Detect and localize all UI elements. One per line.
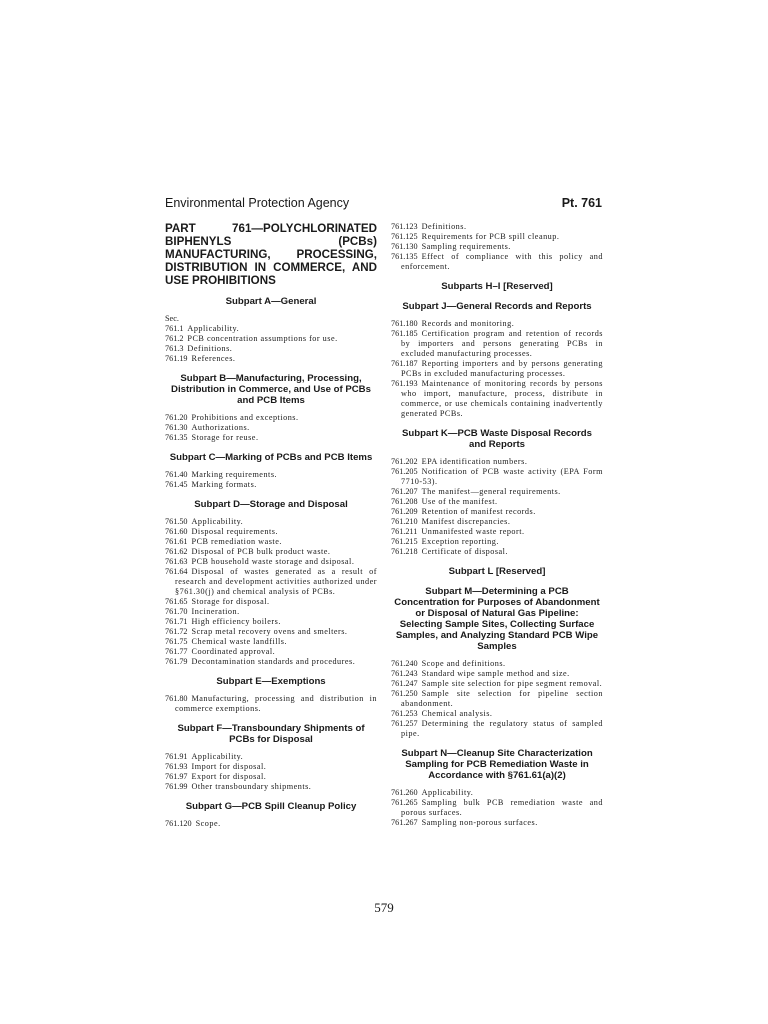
section-number: 761.205	[391, 467, 418, 476]
section-number: 761.211	[391, 527, 418, 536]
section-entry	[165, 547, 377, 557]
section-number: 761.240	[391, 659, 418, 668]
section-entry	[165, 762, 377, 772]
section-entry	[165, 557, 377, 567]
section-entry	[165, 752, 377, 762]
section-title: Determining the regulatory status of sampled pipe.	[401, 719, 603, 738]
section-title: EPA identification numbers.	[421, 457, 528, 466]
section-title: Storage for reuse.	[191, 433, 259, 442]
section-title: Reporting importers and by persons generating PCBs in excluded manufacturing processes.	[401, 359, 603, 378]
page-number: 579	[374, 900, 394, 915]
section-entry	[165, 657, 377, 667]
section-number: 761.60	[165, 527, 188, 536]
section-title: High efficiency boilers.	[191, 617, 281, 626]
section-entry	[391, 537, 603, 547]
section-title: Sample site selection for pipeline section abandonment.	[401, 689, 603, 708]
section-title: Applicability.	[191, 517, 244, 526]
section-entry	[391, 679, 603, 689]
section-title: Certificate of disposal.	[421, 547, 508, 556]
section-title: PCB household waste storage and dsiposal.	[191, 557, 355, 566]
section-number: 761.120	[165, 819, 192, 828]
section-title: Decontamination standards and procedures.	[191, 657, 356, 666]
section-number: 761.209	[391, 507, 418, 516]
section-entry	[165, 423, 377, 433]
section-title: Sampling bulk PCB remediation waste and porous surfaces.	[401, 798, 603, 817]
section-entry	[391, 547, 603, 557]
section-title: The manifest—general requirements.	[421, 487, 561, 496]
section-number: 761.193	[391, 379, 418, 388]
section-title: Applicability.	[191, 752, 244, 761]
sec-label: Sec.	[165, 314, 179, 323]
section-title: Sampling non-porous surfaces.	[421, 818, 538, 827]
section-number: 761.218	[391, 547, 418, 556]
subpart-heading: Subpart E—Exemptions	[216, 676, 326, 687]
section-entry	[165, 637, 377, 647]
section-entry	[165, 413, 377, 423]
section-title: Manufacturing, processing and distribution in commerce exemptions.	[175, 694, 377, 713]
section-title: Disposal of wastes generated as a result of research and development activities authorized under §761.30(j) and chemical analysis of PCBs.	[175, 567, 377, 596]
section-number: 761.187	[391, 359, 418, 368]
subpart-heading: Subpart N—Cleanup Site Characterization Sampling for PCB Remediation Waste in Accordance with §761.61(a)(2)	[401, 748, 593, 781]
subpart-heading: Subpart M—Determining a PCB Concentration for Purposes of Abandonment or Disposal of Natural Gas Pipeline: Selecting Sample Sites, Collecting Surface Samples, and Analyzing Standard PCB Wipe Samples	[394, 586, 600, 652]
section-number: 761.61	[165, 537, 188, 546]
section-number: 761.210	[391, 517, 418, 526]
section-number: 761.208	[391, 497, 418, 506]
section-entry	[165, 480, 377, 490]
section-title: Effect of compliance with this policy and enforcement.	[401, 252, 603, 271]
section-entry	[165, 354, 377, 364]
section-entry	[391, 457, 603, 467]
section-entry	[391, 252, 603, 272]
section-title: Definitions.	[421, 222, 467, 231]
section-number: 761.62	[165, 547, 188, 556]
section-number: 761.45	[165, 480, 188, 489]
section-entry	[165, 597, 377, 607]
section-number: 761.243	[391, 669, 418, 678]
section-number: 761.72	[165, 627, 188, 636]
section-title: Export for disposal.	[191, 772, 267, 781]
section-entry	[165, 517, 377, 527]
section-number: 761.3	[165, 344, 184, 353]
section-number: 761.75	[165, 637, 188, 646]
section-title: Scope and definitions.	[421, 659, 506, 668]
section-number: 761.2	[165, 334, 184, 343]
section-title: Applicability.	[187, 324, 240, 333]
section-number: 761.267	[391, 818, 418, 827]
section-title: References.	[191, 354, 236, 363]
section-title: Prohibitions and exceptions.	[191, 413, 299, 422]
section-entry	[165, 433, 377, 443]
section-title: Unmanifested waste report.	[421, 527, 525, 536]
section-entry	[391, 798, 603, 818]
section-entry	[165, 607, 377, 617]
section-title: Chemical analysis.	[421, 709, 493, 718]
section-entry	[165, 324, 377, 334]
section-number: 761.70	[165, 607, 188, 616]
section-number: 761.265	[391, 798, 418, 807]
section-number: 761.130	[391, 242, 418, 251]
section-title: Authorizations.	[191, 423, 250, 432]
section-number: 761.19	[165, 354, 188, 363]
right-column	[391, 222, 603, 828]
section-entry	[165, 782, 377, 792]
section-title: Requirements for PCB spill cleanup.	[421, 232, 560, 241]
left-column	[165, 222, 377, 829]
section-entry	[391, 467, 603, 487]
section-number: 761.253	[391, 709, 418, 718]
section-title: Scrap metal recovery ovens and smelters.	[191, 627, 348, 636]
section-entry	[391, 818, 603, 828]
section-title: Retention of manifest records.	[421, 507, 536, 516]
section-number: 761.123	[391, 222, 418, 231]
section-entry	[165, 537, 377, 547]
subpart-heading: Subpart G—PCB Spill Cleanup Policy	[185, 801, 357, 812]
section-title: Import for disposal.	[191, 762, 267, 771]
section-number: 761.97	[165, 772, 188, 781]
section-number: 761.207	[391, 487, 418, 496]
section-number: 761.50	[165, 517, 188, 526]
section-entry	[391, 242, 603, 252]
section-entry	[165, 627, 377, 637]
section-entry	[391, 659, 603, 669]
section-title: PCB concentration assumptions for use.	[187, 334, 338, 343]
section-entry	[391, 788, 603, 798]
section-number: 761.247	[391, 679, 418, 688]
section-title: PCB remediation waste.	[191, 537, 282, 546]
section-entry	[165, 647, 377, 657]
section-title: Coordinated approval.	[191, 647, 276, 656]
section-title: Disposal requirements.	[191, 527, 279, 536]
section-entry	[391, 507, 603, 517]
section-entry	[165, 617, 377, 627]
section-entry	[165, 819, 377, 829]
section-entry	[165, 694, 377, 714]
subpart-heading: Subpart K—PCB Waste Disposal Records and Reports	[402, 428, 592, 450]
section-entry	[165, 334, 377, 344]
section-number: 761.215	[391, 537, 418, 546]
section-title: Applicability.	[421, 788, 474, 797]
section-entry	[165, 527, 377, 537]
subpart-heading: Subpart A—General	[225, 296, 317, 307]
section-entry	[391, 669, 603, 679]
section-entry	[391, 709, 603, 719]
section-title: Marking requirements.	[191, 470, 278, 479]
section-title: Use of the manifest.	[421, 497, 498, 506]
section-number: 761.99	[165, 782, 188, 791]
section-number: 761.250	[391, 689, 418, 698]
subpart-heading: Subparts H–I [Reserved]	[441, 281, 553, 292]
section-number: 761.202	[391, 457, 418, 466]
section-number: 761.35	[165, 433, 188, 442]
section-number: 761.91	[165, 752, 188, 761]
section-title: Incineration.	[191, 607, 240, 616]
subpart-heading: Subpart L [Reserved]	[448, 566, 546, 577]
section-number: 761.125	[391, 232, 418, 241]
section-entry	[391, 527, 603, 537]
section-title: Notification of PCB waste activity (EPA Form 7710-53).	[401, 467, 603, 486]
section-entry	[391, 329, 603, 359]
section-number: 761.185	[391, 329, 418, 338]
section-entry	[391, 517, 603, 527]
subpart-heading: Subpart D—Storage and Disposal	[194, 499, 348, 510]
section-title: Maintenance of monitoring records by persons who import, manufacture, process, distribute in commerce, or use chemicals containing inadvertently generated PCBs.	[401, 379, 603, 418]
section-title: Marking formats.	[191, 480, 257, 489]
section-title: Disposal of PCB bulk product waste.	[191, 547, 331, 556]
section-entry	[391, 319, 603, 329]
section-number: 761.93	[165, 762, 188, 771]
section-entry	[165, 567, 377, 597]
running-header-part: Pt. 761	[561, 196, 602, 210]
section-number: 761.63	[165, 557, 188, 566]
section-number: 761.79	[165, 657, 188, 666]
section-title: Definitions.	[187, 344, 233, 353]
section-title: Standard wipe sample method and size.	[421, 669, 570, 678]
section-number: 761.135	[391, 252, 418, 261]
section-number: 761.1	[165, 324, 184, 333]
section-number: 761.20	[165, 413, 188, 422]
section-number: 761.40	[165, 470, 188, 479]
running-header-agency: Environmental Protection Agency	[165, 196, 350, 210]
section-number: 761.80	[165, 694, 188, 703]
section-entry	[391, 689, 603, 709]
section-title: Exception reporting.	[421, 537, 499, 546]
subpart-heading: Subpart F—Transboundary Shipments of PCBs for Disposal	[177, 723, 365, 745]
section-title: Records and monitoring.	[421, 319, 515, 328]
section-entry	[165, 344, 377, 354]
section-entry	[391, 487, 603, 497]
section-title: Other transboundary shipments.	[191, 782, 312, 791]
section-title: Certification program and retention of records by importers and persons generating PCBs in excluded manufacturing processes.	[401, 329, 603, 358]
section-entry	[391, 232, 603, 242]
section-title: Scope.	[195, 819, 221, 828]
part-title: PART 761—POLYCHLORINATED BIPHENYLS (PCBs) MANUFACTURING, PROCESSING, DISTRIBUTION IN COMMERCE, AND USE PROHIBITIONS	[165, 222, 377, 287]
section-number: 761.180	[391, 319, 418, 328]
section-number: 761.77	[165, 647, 188, 656]
section-title: Sample site selection for pipe segment removal.	[421, 679, 603, 688]
section-title: Manifest discrepancies.	[421, 517, 511, 526]
section-number: 761.260	[391, 788, 418, 797]
section-entry	[391, 359, 603, 379]
section-entry	[165, 470, 377, 480]
section-number: 761.30	[165, 423, 188, 432]
section-number: 761.65	[165, 597, 188, 606]
section-entry	[165, 772, 377, 782]
section-title: Sampling requirements.	[421, 242, 511, 251]
section-entry	[391, 379, 603, 419]
section-entry	[391, 497, 603, 507]
section-entry	[391, 719, 603, 739]
section-entry	[391, 222, 603, 232]
section-title: Storage for disposal.	[191, 597, 270, 606]
subpart-heading: Subpart C—Marking of PCBs and PCB Items	[169, 452, 373, 463]
subpart-heading: Subpart B—Manufacturing, Processing, Distribution in Commerce, and Use of PCBs and PCB Items	[171, 373, 371, 406]
section-number: 761.257	[391, 719, 418, 728]
section-number: 761.64	[165, 567, 188, 576]
section-title: Chemical waste landfills.	[191, 637, 288, 646]
section-number: 761.71	[165, 617, 188, 626]
subpart-heading: Subpart J—General Records and Reports	[402, 301, 592, 312]
